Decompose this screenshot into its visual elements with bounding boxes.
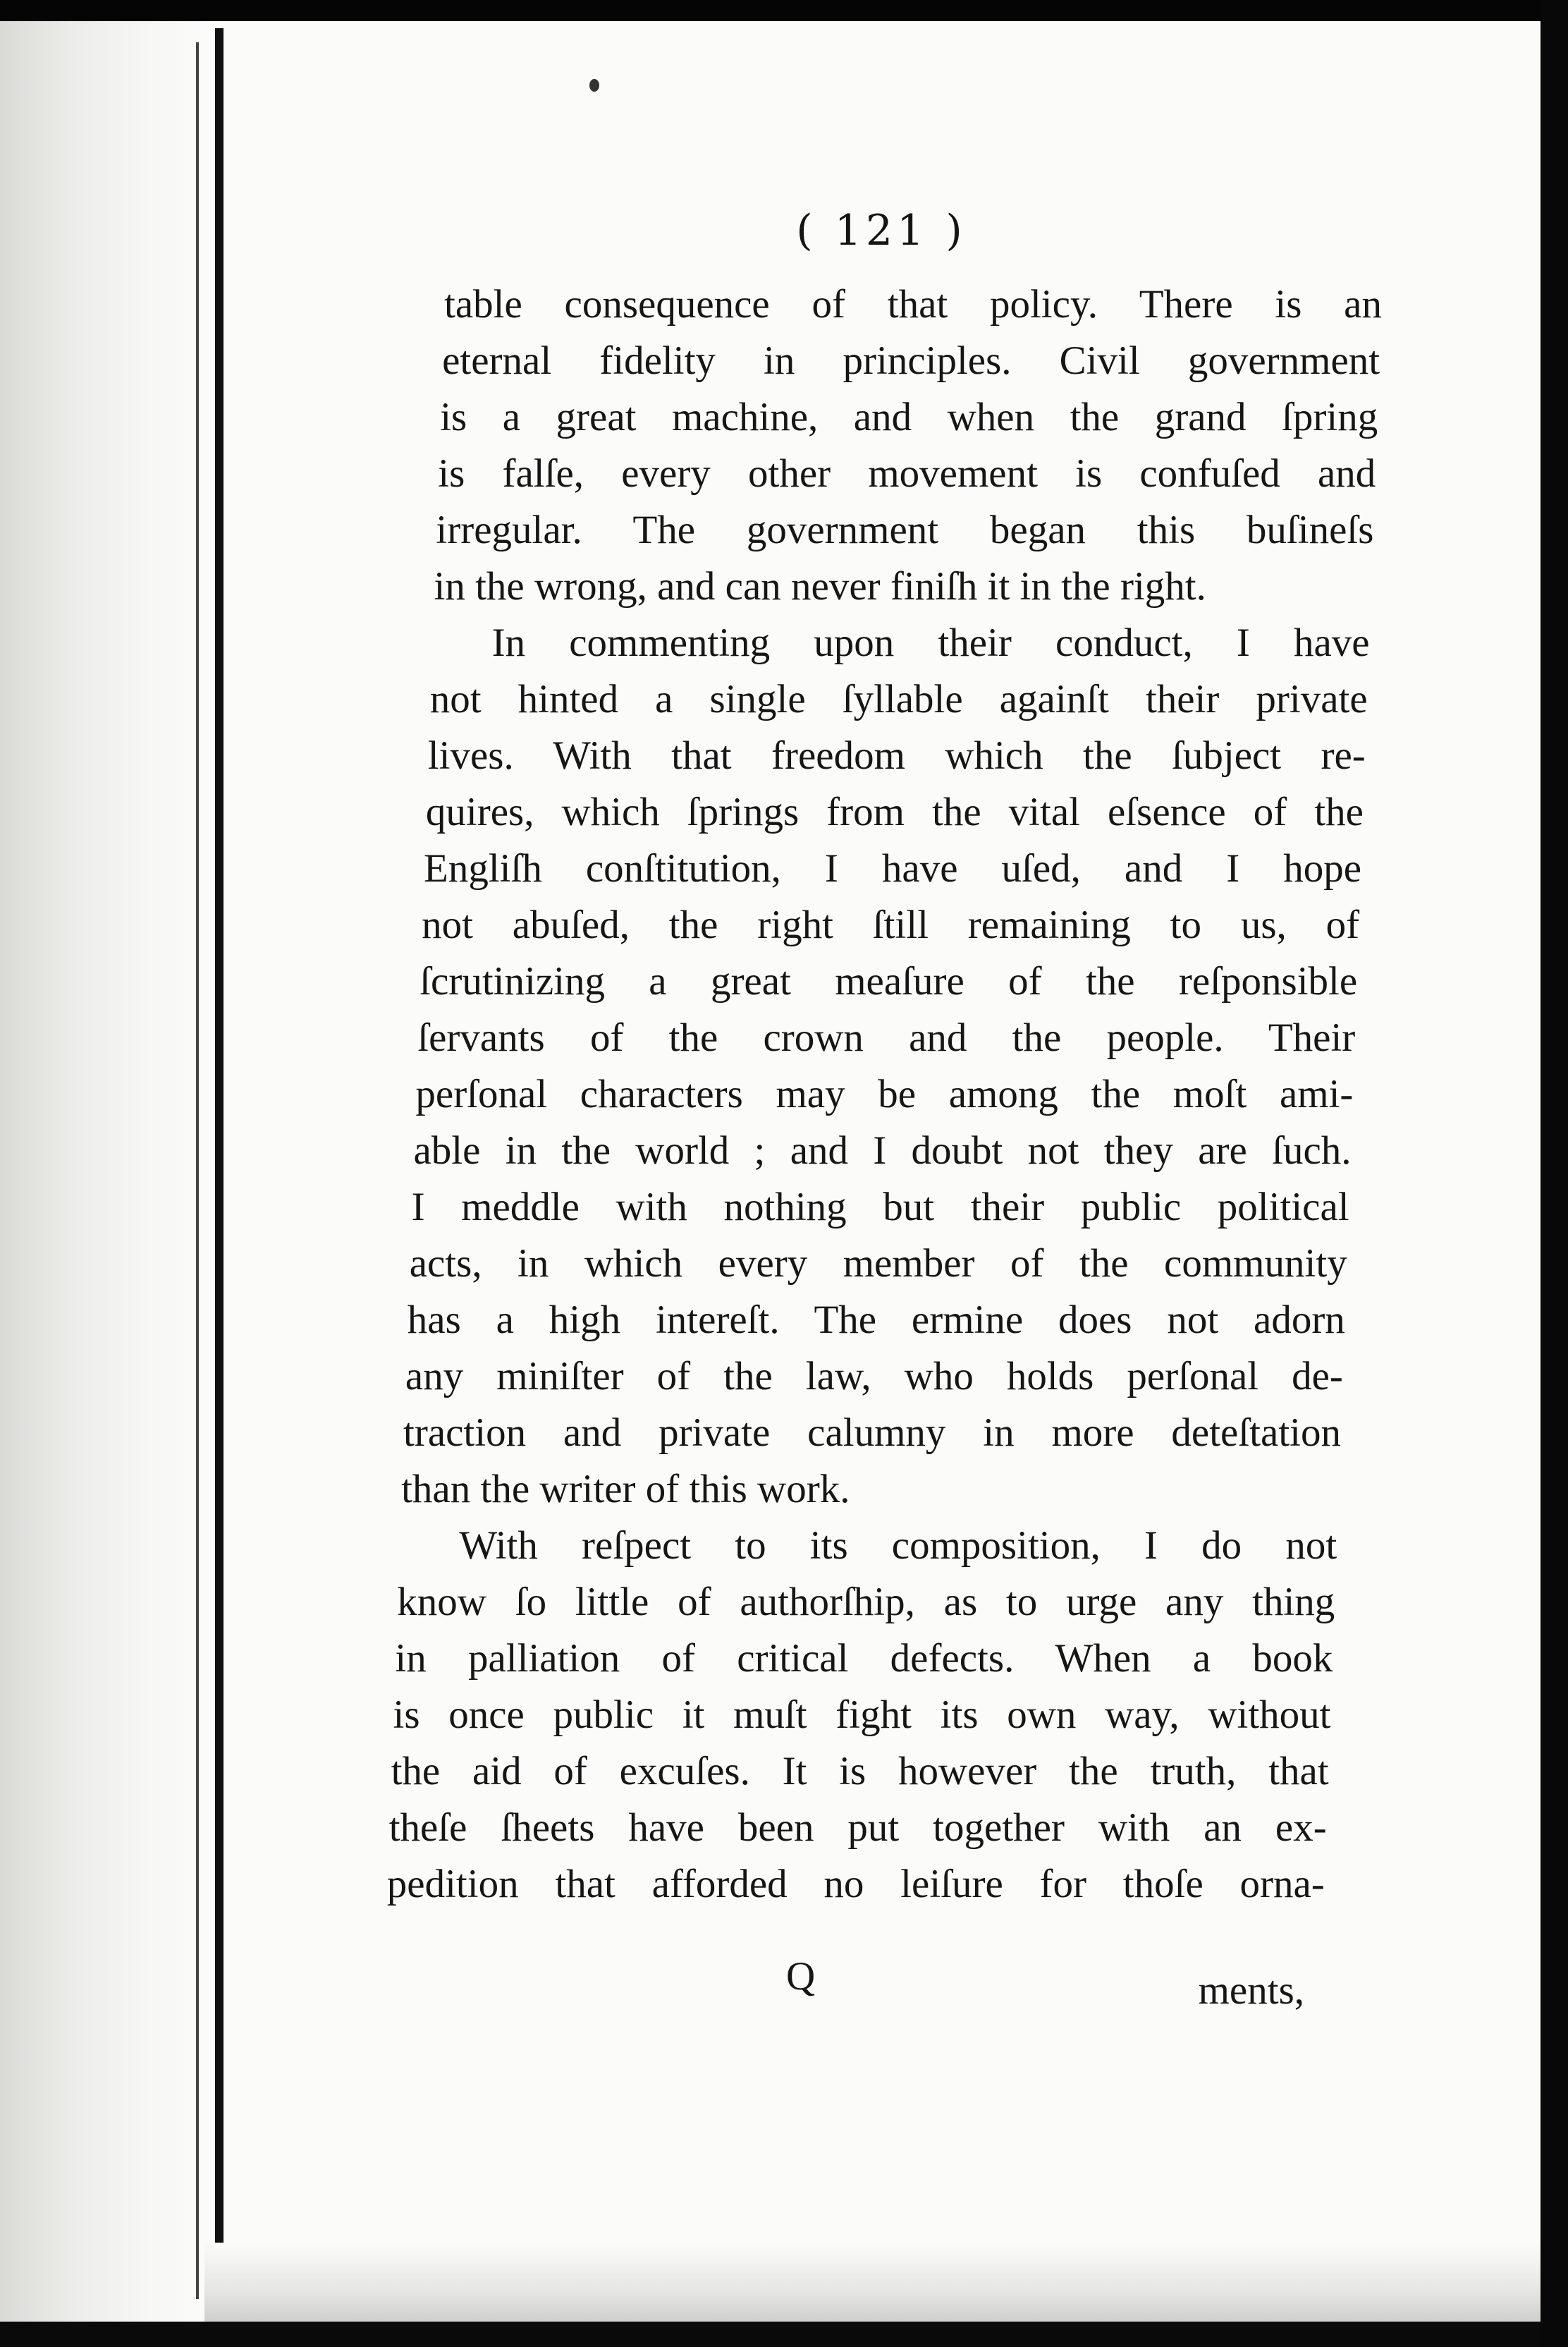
text-line: has a high intereſt. The ermine does not adorn bbox=[407, 1298, 1345, 1342]
text-line: not abuſed, the right ſtill remaining to us, of bbox=[422, 903, 1360, 947]
text-line: table consequence of that policy. There is an bbox=[444, 282, 1382, 327]
text-line: is once public it muſt fight its own way, without bbox=[393, 1693, 1331, 1737]
text-line: pedition that afforded no leiſure for thoſe orna- bbox=[386, 1862, 1325, 1906]
binding-gutter bbox=[0, 21, 204, 2322]
text-line: traction and private calumny in more deteſtation bbox=[403, 1410, 1341, 1455]
body-text bbox=[386, 276, 1382, 1913]
text-line: perſonal characters may be among the moſt ami- bbox=[415, 1072, 1354, 1116]
text-line: eternal fidelity in principles. Civil government bbox=[442, 339, 1380, 383]
text-line: any miniſter of the law, who holds perſonal de- bbox=[405, 1354, 1343, 1398]
text-line: With reſpect to its composition, I do not bbox=[459, 1523, 1337, 1568]
text-line: in palliation of critical defects. When a book bbox=[395, 1636, 1333, 1681]
running-head-page-number: ( 121 ) bbox=[796, 206, 967, 255]
text-line: able in the world ; and I doubt not they are ſuch. bbox=[413, 1128, 1352, 1173]
gutter-fold-line bbox=[215, 28, 223, 2250]
text-line: I meddle with nothing but their public political bbox=[411, 1185, 1349, 1229]
text-line: Engliſh conſtitution, I have uſed, and I hope bbox=[424, 846, 1361, 891]
text-line: irregular. The government began this buſineſs bbox=[436, 508, 1374, 552]
catchword: ments, bbox=[1198, 1968, 1304, 2013]
text-line: quires, which ſprings from the vital eſsence of the bbox=[425, 790, 1364, 834]
text-line: know ſo little of authorſhip, as to urge any thing bbox=[397, 1580, 1335, 1624]
text-line: lives. With that freedom which the ſubject re- bbox=[427, 733, 1366, 778]
text-line: In commenting upon their conduct, I have bbox=[491, 621, 1370, 665]
text-line: the aid of excuſes. It is however the truth, that bbox=[391, 1749, 1329, 1793]
text-line: not hinted a single ſyllable againſt their private bbox=[429, 677, 1368, 721]
text-line: than the writer of this work. bbox=[401, 1467, 850, 1511]
text-line: ſcrutinizing a great meaſure of the reſponsible bbox=[419, 959, 1358, 1004]
bottom-page-shadow bbox=[204, 2243, 1541, 2322]
gutter-shadow-line bbox=[196, 42, 199, 2299]
text-line: acts, in which every member of the community bbox=[409, 1241, 1347, 1286]
text-line: ſervants of the crown and the people. Their bbox=[417, 1016, 1356, 1060]
text-line: is falſe, every other movement is confuſed and bbox=[438, 451, 1376, 496]
scan-right-border bbox=[1541, 0, 1568, 2347]
text-line: is a great machine, and when the grand ſpring bbox=[440, 395, 1378, 439]
signature-mark: Q bbox=[786, 1954, 816, 1999]
ink-speck bbox=[589, 79, 599, 92]
text-line: theſe ſheets have been put together with an ex- bbox=[388, 1805, 1327, 1850]
text-line: in the wrong, and can never finiſh it in the right. bbox=[434, 564, 1206, 609]
